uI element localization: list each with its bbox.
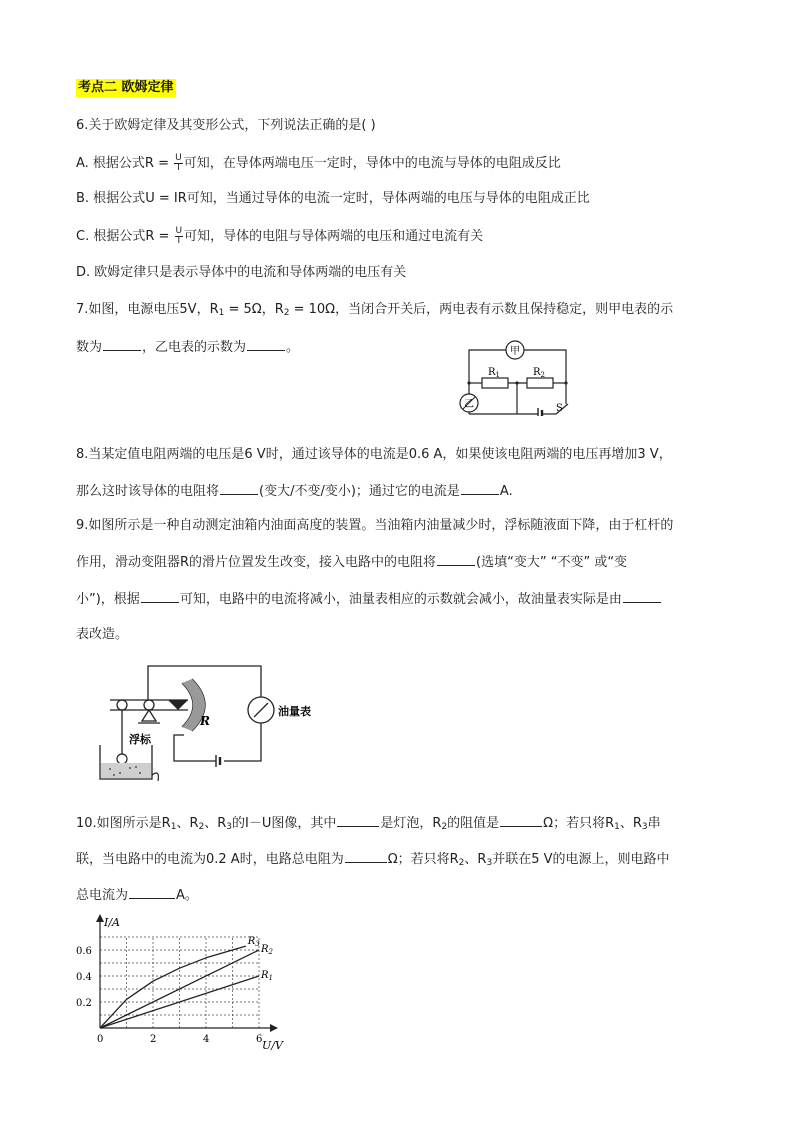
q6-option-b: B. 根据公式U = IR可知，当通过导体的电流一定时，导体两端的电压与导体的电阻成正比 <box>76 191 590 206</box>
q8-line2: 那么这时该导体的电阻将 (变大/不变/变小)；通过它的电流是 A. <box>76 484 513 499</box>
svg-text:甲: 甲 <box>510 346 520 357</box>
answer-blank[interactable] <box>103 338 141 351</box>
y-axis-arrow <box>96 914 104 922</box>
q9-line2: 作用，滑动变阻器R的滑片位置发生改变，接入电路中的电阻将 (选填“变大” “不变” 或“变 <box>76 555 628 570</box>
q6-option-d: D. 欧姆定律只是表示导体中的电流和导体两端的电压有关 <box>76 265 407 280</box>
answer-blank[interactable] <box>337 814 379 827</box>
answer-blank[interactable] <box>437 553 475 566</box>
resistor-r2 <box>527 378 553 388</box>
series-label-r3: $R_3$ <box>247 936 260 949</box>
answer-blank[interactable] <box>220 482 258 495</box>
y-tick-label: 0.4 <box>76 972 92 983</box>
q9-line4: 表改造。 <box>76 627 129 642</box>
x-tick-label: 4 <box>203 1034 210 1045</box>
chart-grid <box>100 937 259 1028</box>
x-tick-label: 6 <box>256 1034 263 1045</box>
q8-line1: 8.当某定值电阻两端的电压是6 V时，通过该导体的电流是0.6 A，如果使该电阻两端的电压再增加3 V， <box>76 447 672 462</box>
q7-line2: 数为 ，乙电表的示数为 。 <box>76 340 300 355</box>
q6-stem: 6.关于欧姆定律及其变形公式，下列说法正确的是( ) <box>76 118 376 133</box>
answer-blank[interactable] <box>141 590 179 603</box>
q7-circuit-diagram <box>456 338 586 416</box>
float-icon <box>117 754 127 764</box>
svg-text:R1: $R_1$ <box>488 367 500 379</box>
svg-text:浮标: 浮标 <box>129 733 151 746</box>
x-axis-label: U/V <box>262 1039 283 1052</box>
q10-line2: 联，当电路中的电流为0.2 A时，电路总电阻为 Ω；若只将$R_2$、$R_3$并联在5 V的电源上，则电路中 <box>76 852 670 868</box>
series-line-r2 <box>100 950 259 1028</box>
y-tick-label: 0.2 <box>76 998 92 1009</box>
q10-line1: 10.如图所示是$R_1$、$R_2$、$R_3$的I－U图像，其中 是灯泡，$R_2$的阻值是 Ω；若只将$R_1$、$R_3$串 <box>76 816 661 832</box>
series-label-r1: $R_1$ <box>261 970 273 982</box>
x-axis-arrow <box>270 1024 278 1032</box>
answer-blank[interactable] <box>500 814 542 827</box>
slider-pointer <box>168 700 188 710</box>
section-heading: 考点二 欧姆定律 <box>78 80 174 95</box>
answer-blank[interactable] <box>623 590 661 603</box>
q9-oil-gauge-diagram <box>96 663 326 785</box>
series-label-r2: $R_2$ <box>261 944 273 956</box>
answer-blank[interactable] <box>247 338 285 351</box>
q10-iu-chart <box>74 912 304 1052</box>
q10-line3: 总电流为 A。 <box>76 888 198 903</box>
svg-text:R: R <box>200 714 210 728</box>
y-tick-label: 0.6 <box>76 946 92 957</box>
answer-blank[interactable] <box>129 886 175 899</box>
q6-option-c: C. 根据公式R = $\frac{U}{I}$ 可知，导体的电阻与导体两端的电压和通过电流有关 <box>76 226 484 246</box>
svg-text:乙: 乙 <box>464 399 474 410</box>
q9-line3: 小”)，根据 可知，电路中的电流将减小，油量表相应的示数就会减小，故油量表实际是由 <box>76 590 662 609</box>
resistor-r1 <box>482 378 508 388</box>
q7-line1: 7.如图，电源电压5V，$R_1 = 5\Omega$，$R_2 = 10\Omega$，当闭合开关后，两电表有示数且保持稳定，则甲电表的示 <box>76 302 674 318</box>
svg-text:S: S <box>556 403 563 414</box>
x-tick-label: 2 <box>150 1034 157 1045</box>
y-axis-label: I/A <box>104 916 120 929</box>
svg-text:油量表: 油量表 <box>278 705 311 718</box>
x-tick-label: 0 <box>97 1034 104 1045</box>
answer-blank[interactable] <box>461 482 499 495</box>
answer-blank[interactable] <box>345 850 387 863</box>
q9-line1: 9.如图所示是一种自动测定油箱内油面高度的装置。当油箱内油量减少时，浮标随液面下降，由于杠杆的 <box>76 518 674 533</box>
svg-text:R2: $R_2$ <box>533 367 545 379</box>
fraction-u-over-i: $\frac{U}{I}$ <box>175 153 182 173</box>
fraction-u-over-i: $\frac{U}{I}$ <box>175 226 183 246</box>
q6-option-a: A. 根据公式R = $\frac{U}{I}$ 可知，在导体两端电压一定时，导体中的电流与导体的电阻成反比 <box>76 153 561 173</box>
